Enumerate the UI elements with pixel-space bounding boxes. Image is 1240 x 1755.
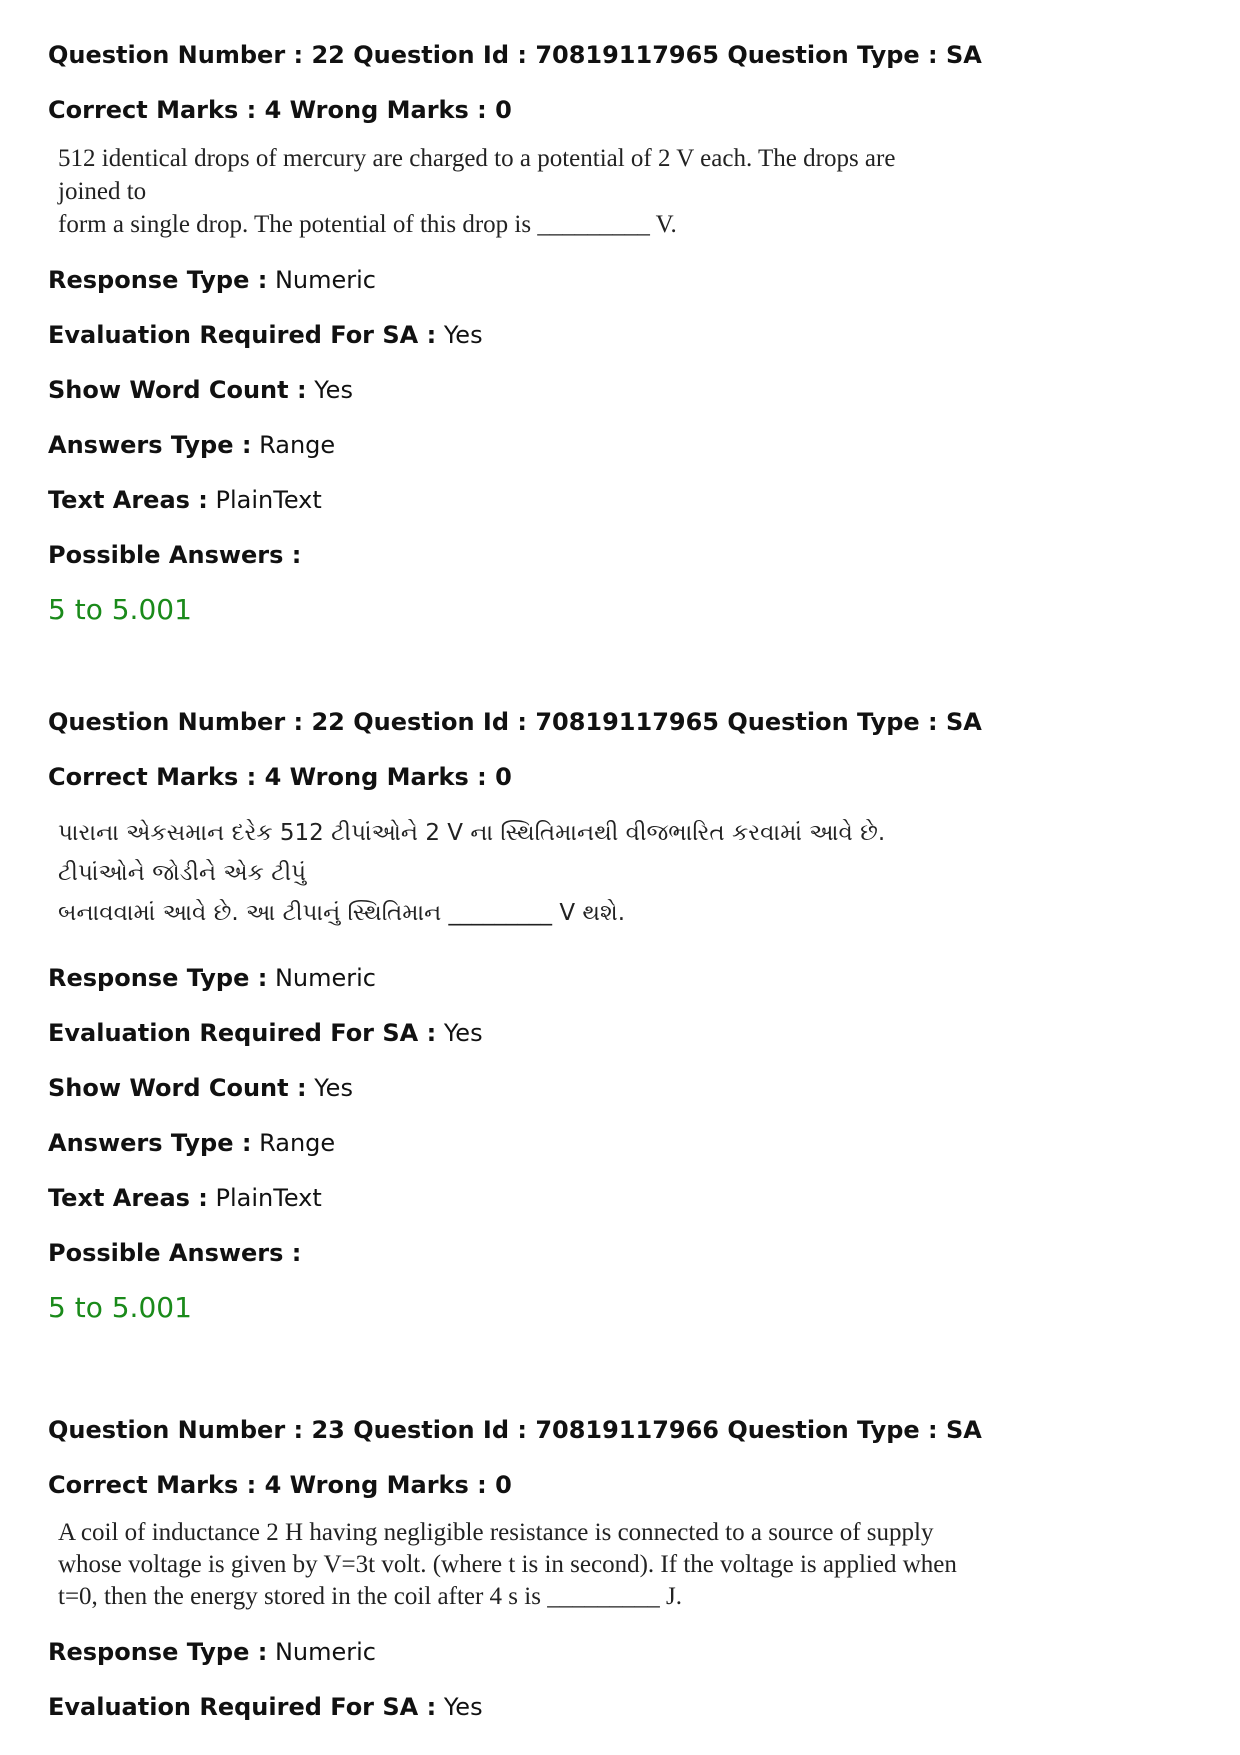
- question-text-line: પારાના એકસમાન દરેક 512 ટીપાંઓને 2 V ના સ્થિતિમાનથી વીજભારિત કરવામાં આવે છે. ટીપાંઓને જોડીને એક ટીપું: [58, 820, 886, 886]
- question-marks: Correct Marks : 4 Wrong Marks : 0: [48, 1471, 512, 1499]
- question-header: Question Number : 22 Question Id : 70819117965 Question Type : SA: [48, 708, 982, 736]
- question-marks: Correct Marks : 4 Wrong Marks : 0: [48, 96, 512, 124]
- question-text-line: form a single drop. The potential of this drop is _________ V.: [58, 211, 677, 238]
- text-areas-row: Text Areas : PlainText: [48, 486, 322, 514]
- word-count-row: Show Word Count : Yes: [48, 376, 353, 404]
- possible-answer-value: 5 to 5.001: [48, 1291, 192, 1324]
- question-text-line: t=0, then the energy stored in the coil after 4 s is _________ J.: [58, 1583, 682, 1610]
- question-text-line: બનાવવામાં આવે છે. આ ટીપાનું સ્થિતિમાન _________ V થશે.: [58, 900, 626, 926]
- question-block-3: [48, 1415, 1198, 1722]
- evaluation-row: Evaluation Required For SA : Yes: [48, 1693, 483, 1721]
- response-type-row: Response Type : Numeric: [48, 266, 376, 294]
- question-header: Question Number : 23 Question Id : 70819117966 Question Type : SA: [48, 1416, 982, 1444]
- question-text: [58, 1517, 958, 1613]
- question-text-line: 512 identical drops of mercury are charged to a potential of 2 V each. The drops are joined to: [58, 145, 896, 205]
- question-marks: Correct Marks : 4 Wrong Marks : 0: [48, 763, 512, 791]
- question-block-2: [48, 707, 1198, 1325]
- word-count-row: Show Word Count : Yes: [48, 1074, 353, 1102]
- evaluation-row: Evaluation Required For SA : Yes: [48, 1019, 483, 1047]
- question-text: [58, 142, 958, 241]
- question-text-line: A coil of inductance 2 H having negligible resistance is connected to a source of supply: [58, 1519, 934, 1546]
- question-text: [58, 813, 958, 933]
- evaluation-row: Evaluation Required For SA : Yes: [48, 321, 483, 349]
- text-areas-row: Text Areas : PlainText: [48, 1184, 322, 1212]
- possible-answers-label: Possible Answers :: [48, 541, 302, 569]
- possible-answer-value: 5 to 5.001: [48, 593, 192, 626]
- question-text-line: whose voltage is given by V=3t volt. (where t is in second). If the voltage is applied when: [58, 1551, 957, 1578]
- answers-type-row: Answers Type : Range: [48, 431, 336, 459]
- document-page: [48, 40, 1198, 1747]
- response-type-row: Response Type : Numeric: [48, 964, 376, 992]
- possible-answers-label: Possible Answers :: [48, 1239, 302, 1267]
- answers-type-row: Answers Type : Range: [48, 1129, 336, 1157]
- question-header: Question Number : 22 Question Id : 70819117965 Question Type : SA: [48, 41, 982, 69]
- question-block-1: [48, 40, 1198, 627]
- response-type-row: Response Type : Numeric: [48, 1638, 376, 1666]
